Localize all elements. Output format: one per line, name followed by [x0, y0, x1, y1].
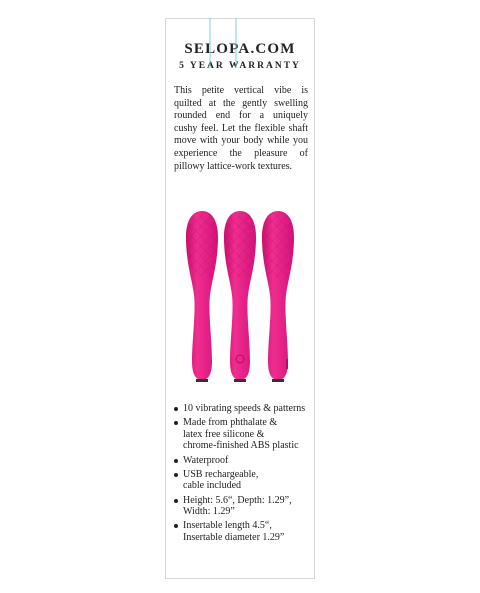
product-description: This petite vertical vibe is quilted at the gently swelling rounded end for a uniquely cushy feel. Let the flexible shaft move with your body while you experience the pleasure of pillowy lattice-work textures.	[174, 85, 308, 172]
charging-port-icon	[286, 359, 288, 369]
crop-guide-marks	[208, 18, 248, 68]
product-image-front	[186, 211, 218, 382]
feature-item: Height: 5.6“, Depth: 1.29”, Width: 1.29”	[174, 495, 312, 518]
feature-item: 10 vibrating speeds & patterns	[174, 403, 312, 415]
feature-list	[174, 403, 312, 546]
feature-item: USB rechargeable, cable included	[174, 469, 312, 492]
product-card	[165, 18, 315, 579]
product-image-back	[262, 211, 294, 382]
feature-item: Insertable length 4.5“, Insertable diameter 1.29”	[174, 520, 312, 543]
feature-item: Made from phthalate & latex free silicone & chrome-finished ABS plastic	[174, 417, 312, 452]
site-name: SELOPA.COM	[184, 41, 296, 57]
warranty-label: 5 YEAR WARRANTY	[179, 61, 301, 71]
product-image-side	[224, 211, 256, 382]
feature-item: Waterproof	[174, 455, 312, 467]
product-images	[166, 203, 314, 399]
